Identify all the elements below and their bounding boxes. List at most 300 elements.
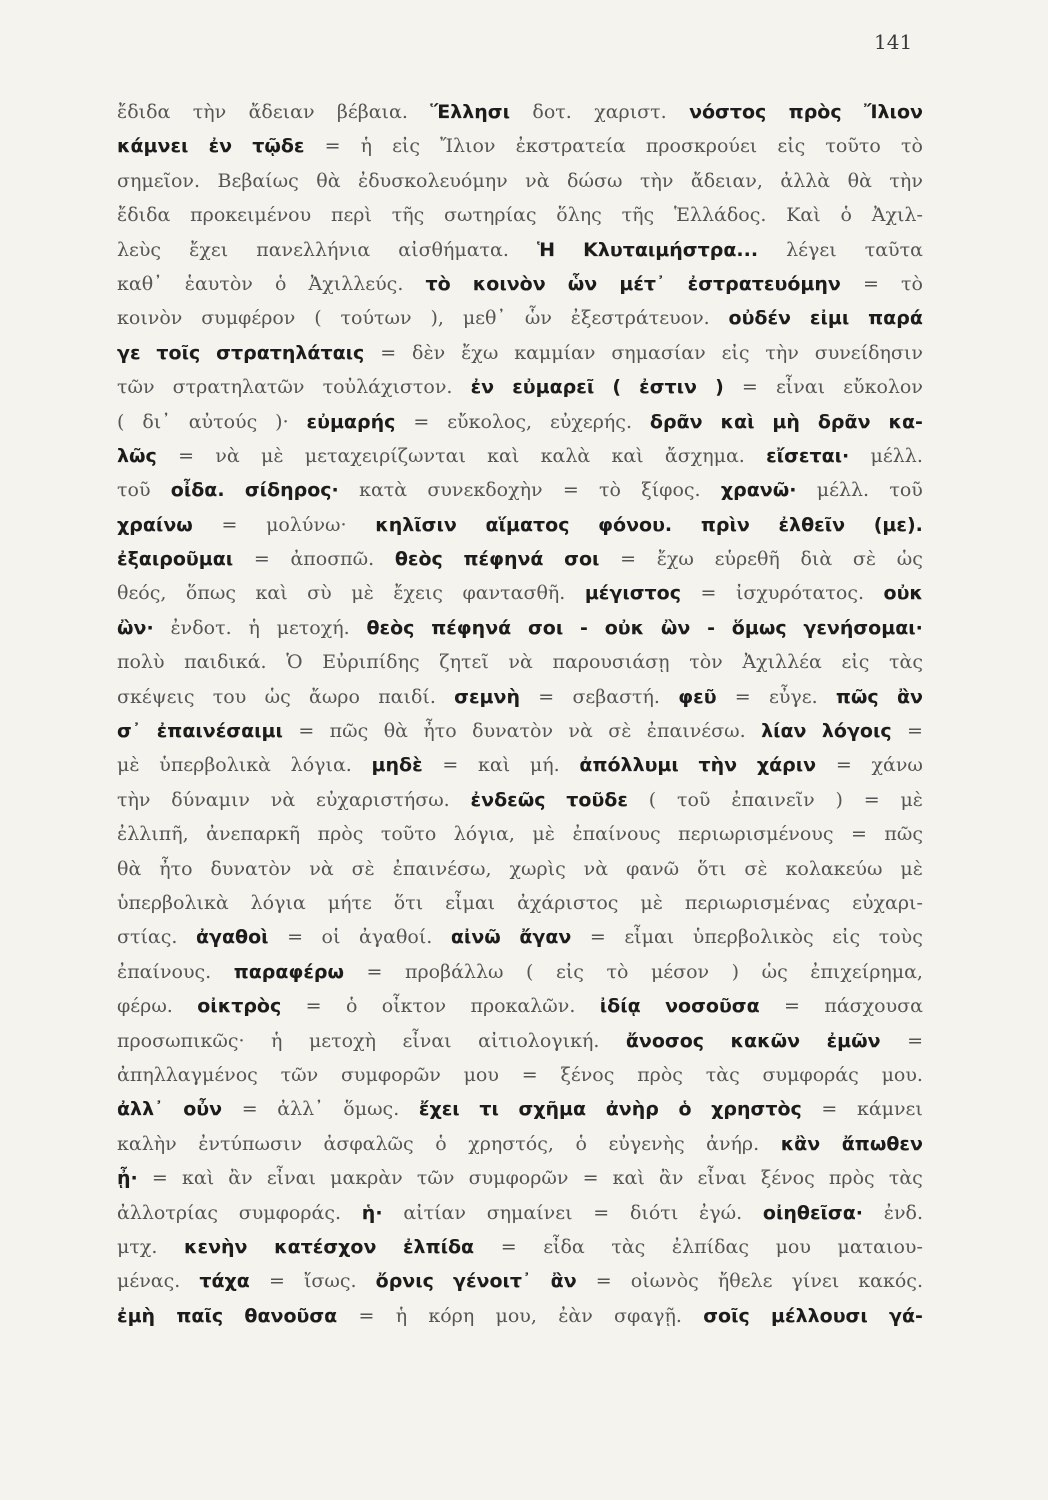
lemma-term: τὸ [425, 272, 451, 295]
gloss-text: μετοχή. [276, 616, 350, 639]
lemma-term: πῶς [835, 685, 879, 708]
lemma-term: δρᾶν [649, 410, 703, 433]
lemma-term: χραίνω [117, 513, 193, 536]
gloss-text: = [221, 513, 238, 536]
lemma-term: - [580, 616, 588, 639]
gloss-text: μή. [529, 754, 560, 777]
gloss-text: σὺ [307, 582, 332, 605]
gloss-text: = [366, 960, 383, 983]
gloss-text: τὴν [639, 169, 674, 192]
gloss-text: = [784, 995, 800, 1018]
lemma-term: κα- [888, 410, 923, 433]
gloss-text: μὲ [900, 857, 923, 880]
lemma-term: ἀγαθοὶ [195, 926, 269, 949]
gloss-text: προκειμένου [190, 204, 312, 227]
gloss-text: ξένος [760, 1167, 815, 1190]
gloss-text: ) [731, 960, 740, 983]
gloss-text: = [500, 1235, 517, 1258]
gloss-text: συμφορῶν [468, 1167, 569, 1190]
gloss-text: ὑπερβολικὰ [159, 754, 271, 777]
gloss-text: μου, [495, 1304, 537, 1327]
gloss-text: πρὸς [828, 1167, 875, 1190]
gloss-text: μακρὰν [330, 1167, 403, 1190]
gloss-text: ἐξεστράτευον. [570, 307, 710, 330]
lemma-term: οἰκτρὸς [197, 995, 282, 1018]
gloss-text: λεὺς [117, 238, 162, 261]
gloss-text: φαντασθῆ. [462, 582, 566, 605]
gloss-text: ἔδιδα [117, 204, 171, 227]
gloss-text: = [821, 1098, 838, 1121]
gloss-text: καμμίαν [514, 341, 596, 364]
gloss-text: τοῦ [676, 788, 711, 811]
gloss-text: ( [648, 788, 657, 811]
text-line [117, 1058, 923, 1092]
lemma-term: ἂν [896, 685, 923, 708]
gloss-text: τὰς [889, 651, 923, 674]
gloss-text: περιωρισμένας [684, 891, 831, 914]
gloss-text: = [835, 754, 852, 777]
gloss-text: ὅμως. [343, 1098, 400, 1121]
gloss-text: = [700, 582, 717, 605]
gloss-text: Βεβαίως [217, 169, 299, 192]
gloss-text: δώσω [567, 169, 623, 192]
gloss-text: τῶν [416, 1167, 455, 1190]
gloss-text: καθ᾽ [117, 272, 163, 295]
gloss-text: προσωπικῶς· [117, 1029, 245, 1052]
lemma-term: ) [715, 376, 724, 399]
gloss-text: ἀχάριστος [517, 891, 619, 914]
gloss-text: βέβαια. [336, 101, 408, 123]
lemma-term: μέγιστος [584, 582, 681, 605]
gloss-text: ἔχω [656, 548, 694, 571]
gloss-text: καλὰ [540, 444, 591, 467]
gloss-text: μένας. [117, 1270, 181, 1293]
gloss-text: δυνατὸν [210, 857, 292, 880]
gloss-text: ( [314, 307, 322, 330]
lemma-term: χρηστὸς [711, 1098, 802, 1121]
gloss-text: ), [430, 307, 444, 330]
gloss-text: καλὴν [117, 1132, 177, 1155]
lemma-term: οἰηθεῖσα· [762, 1201, 863, 1224]
lemma-term: οὐκ [883, 582, 923, 605]
lemma-term: μὴ [772, 410, 800, 433]
gloss-text: καὶ [612, 1167, 645, 1190]
gloss-text: φέρω. [117, 995, 173, 1018]
gloss-text: μου [775, 1235, 811, 1258]
lemma-term: δρᾶν [817, 410, 871, 433]
gloss-text: Ἀχιλλέα [742, 651, 822, 674]
page-number: 141 [874, 30, 913, 54]
gloss-text: ὅτι [393, 891, 424, 914]
gloss-text: ἐνδοτ. [170, 616, 232, 639]
text-line [117, 370, 923, 404]
lemma-term: σίδηρος· [244, 479, 339, 502]
gloss-text: ἑαυτὸν [184, 272, 253, 295]
gloss-text: ἀλλὰ [780, 169, 831, 192]
gloss-text: ἔχεις [393, 582, 443, 605]
gloss-text: νὰ [270, 788, 296, 811]
gloss-text: συμφέρον [201, 307, 296, 330]
gloss-text: καὶ [255, 582, 288, 605]
gloss-text: συμφοράς. [238, 1201, 342, 1224]
gloss-text: σκέψεις [117, 685, 195, 708]
lemma-term: ἐλπίδα [402, 1235, 475, 1258]
gloss-text: εὐχαριστήσω. [316, 788, 450, 811]
lemma-term: πέφηνά [463, 548, 544, 571]
gloss-text: καὶ [181, 1167, 215, 1190]
lemma-term: γά- [889, 1304, 923, 1327]
gloss-text: ἄσχημα. [664, 444, 745, 467]
gloss-text: μέλλ. [870, 444, 923, 467]
lemma-term: ( [612, 376, 622, 399]
lemma-term: ἀλλ᾽ [117, 1098, 164, 1121]
gloss-text: μου [463, 1063, 499, 1086]
text-line [117, 989, 923, 1023]
gloss-text: ἐδυσκολευόμην [358, 169, 508, 192]
gloss-text: τοῦτο [825, 135, 881, 158]
lemma-term: καὶ [720, 410, 755, 433]
gloss-text: = [442, 754, 459, 777]
gloss-text: ἀλλοτρίας [117, 1201, 218, 1224]
lemma-term: οὖν [183, 1098, 223, 1121]
gloss-text: μετοχὴ [308, 1029, 376, 1052]
lemma-term: ἐν [470, 376, 495, 399]
gloss-text: ἄωρο [308, 685, 360, 708]
text-line [117, 817, 923, 851]
text-line [117, 233, 923, 267]
gloss-text: ὑπερβολικὰ [117, 891, 229, 914]
gloss-text: προσκρούει [645, 135, 758, 158]
gloss-text: τὸ [900, 135, 923, 158]
gloss-text: νὰ [309, 857, 334, 880]
gloss-text: χαριστ. [594, 101, 667, 123]
text-line [117, 645, 923, 679]
gloss-text: νὰ [508, 651, 533, 674]
gloss-text: αἰτίαν [403, 1201, 466, 1224]
gloss-text: μέσον [650, 960, 710, 983]
lemma-term: γένοιτ᾽ [453, 1270, 532, 1293]
lemma-term: θανοῦσα [244, 1304, 338, 1327]
gloss-text: = [298, 720, 315, 743]
text-line [117, 955, 923, 989]
gloss-text: κόρη [428, 1304, 475, 1327]
lemma-term: ὢν· [117, 616, 154, 639]
lemma-term: οὐκ [604, 616, 645, 639]
gloss-text: τῶν [117, 376, 155, 399]
gloss-text: εἰς [392, 135, 420, 158]
text-line [117, 783, 923, 817]
gloss-text: ἐκστρατεία [515, 135, 626, 158]
lemma-term: ὁ [678, 1098, 692, 1121]
gloss-text: ὁ [840, 204, 852, 227]
text-line [117, 1127, 923, 1161]
gloss-text: ἡ [395, 1304, 408, 1327]
gloss-text: κάμνει [856, 1098, 923, 1121]
gloss-text: τοὺς [878, 926, 923, 949]
gloss-text: ἐνδ. [883, 1201, 923, 1224]
lemma-term: παρά [868, 307, 923, 330]
gloss-text: = [620, 548, 637, 571]
gloss-text: μου. [881, 1063, 923, 1086]
lemma-term: ἐν [208, 135, 233, 158]
lemma-term: θεὸς [394, 548, 443, 571]
gloss-text: δυνατὸν [472, 720, 554, 743]
gloss-text: γίνει [791, 1270, 840, 1293]
lemma-term: ἐνδεῶς [470, 788, 546, 811]
lemma-term: σοῖς [703, 1304, 750, 1327]
text-line [117, 1024, 923, 1058]
gloss-text: τὸν [689, 651, 723, 674]
text-line [117, 1161, 923, 1195]
gloss-text: ὁ [345, 995, 358, 1018]
lemma-term: νόστος [689, 101, 767, 123]
lemma-term: κἂν [780, 1132, 821, 1155]
gloss-text: = [178, 444, 195, 467]
gloss-text: = [324, 135, 341, 158]
gloss-text: ἀνήρ. [706, 1132, 760, 1155]
gloss-text: = [241, 1098, 258, 1121]
gloss-text: εἶναι [775, 376, 826, 399]
gloss-text: ἐπαίνους [572, 823, 661, 846]
gloss-text: ὧν [524, 307, 552, 330]
gloss-text: εἰς [721, 341, 750, 364]
text-line [117, 1264, 923, 1298]
lemma-term: Ἕλλησι [430, 101, 511, 123]
gloss-text: ἂν [228, 1167, 253, 1190]
lemma-term: εἰμι [809, 307, 850, 330]
gloss-text: κακός. [858, 1270, 923, 1293]
lemma-term: σ᾽ [117, 720, 142, 743]
gloss-text: τοῦτο [380, 823, 437, 846]
gloss-text: μολύνω· [266, 513, 347, 536]
gloss-text: Ὁ [286, 651, 303, 674]
gloss-text: μὲ [351, 582, 374, 605]
gloss-text: θὰ [383, 720, 408, 743]
lemma-term: κενὴν [184, 1235, 248, 1258]
gloss-text: εἶναι [402, 1029, 452, 1052]
gloss-text: μτχ. [117, 1235, 158, 1258]
text-line [117, 1092, 923, 1126]
gloss-text: ἐπιχείρημα, [810, 960, 923, 983]
lemma-term: ἂν [550, 1270, 577, 1293]
gloss-text: πῶς [884, 823, 923, 846]
gloss-text: θὰ [117, 857, 142, 880]
gloss-text: ἄδειαν [248, 101, 315, 123]
gloss-text: ἀπηλλαγμένος [117, 1063, 258, 1086]
gloss-text: ὅτι [697, 857, 727, 880]
gloss-text: Ἴλιον [440, 135, 496, 158]
gloss-text: εἰς [777, 135, 806, 158]
gloss-text: εἶδα [543, 1235, 585, 1258]
gloss-text: καὶ [487, 444, 520, 467]
gloss-text: στρατηλατῶν [172, 376, 305, 399]
gloss-text: ἐπαινέσω. [646, 720, 746, 743]
lemma-term: Ἡ [537, 238, 556, 261]
gloss-text: κοινὸν [117, 307, 183, 330]
gloss-text: οἰωνὸς [630, 1270, 699, 1293]
lemma-term: φόνου. [598, 513, 673, 536]
gloss-text: δύναμιν [171, 788, 250, 811]
gloss-text: λόγια, [453, 823, 515, 846]
text-line [117, 508, 923, 542]
text-line [117, 301, 923, 335]
gloss-text: τοῦ [117, 479, 151, 502]
text-line [117, 542, 923, 576]
gloss-text: ἂν [658, 1167, 684, 1190]
gloss-text: νὰ [215, 444, 240, 467]
gloss-text: οἱ [321, 926, 341, 949]
gloss-text: ἀποσπῶ. [290, 548, 375, 571]
lemma-term: ἐξαιροῦμαι [117, 548, 234, 571]
gloss-text: )· [275, 410, 289, 433]
lemma-term: εἴσεται· [766, 444, 850, 467]
gloss-text: κολακεύω [785, 857, 883, 880]
gloss-text: Ἀχιλλεύς. [308, 272, 404, 295]
gloss-text: = [413, 410, 430, 433]
gloss-text: δὲν [412, 341, 446, 364]
gloss-text: διὰ [800, 548, 833, 571]
lemma-term: ἄπωθεν [841, 1132, 923, 1155]
gloss-text: σημαίνει [486, 1201, 573, 1224]
lemma-term: ἐστιν [639, 376, 697, 399]
lemma-term: κηλῖσιν [375, 513, 457, 536]
gloss-text: εὑρεθῆ [714, 548, 780, 571]
gloss-text: κατὰ [359, 479, 408, 502]
text-line [117, 1299, 923, 1333]
text-line [117, 198, 923, 232]
lemma-term: τῷδε [252, 135, 305, 158]
gloss-text: εὖγε. [768, 685, 818, 708]
gloss-text: ἰσχυρότατος. [735, 582, 865, 605]
gloss-text: Εὐριπίδης [322, 651, 420, 674]
gloss-text: τὸ [599, 479, 621, 502]
gloss-text: θεός, [117, 582, 167, 605]
lemma-term: οὐδέν [728, 307, 792, 330]
gloss-text: σωτηρίας [444, 204, 537, 227]
gloss-text: ὡς [761, 960, 788, 983]
gloss-text: θὰ [316, 169, 341, 192]
gloss-text: ὡς [264, 685, 291, 708]
gloss-text: μέλλ. [816, 479, 870, 502]
gloss-text: ζητεῖ [439, 651, 489, 674]
lemma-term: ἄγαν [519, 926, 572, 949]
gloss-text: λόγια [250, 891, 306, 914]
gloss-text: εἰς [555, 960, 584, 983]
lemma-term: εὐμαρής [306, 410, 396, 433]
gloss-text: εὐγενὴς [608, 1132, 685, 1155]
lemma-term: ἐμὴ [117, 1304, 156, 1327]
lemma-term: παραφέρω [233, 960, 345, 983]
gloss-text: ἄδειαν, [690, 169, 763, 192]
lemma-term: σοι [564, 548, 600, 571]
lemma-term: στρατηλάταις [216, 341, 365, 364]
lemma-term: κακῶν [730, 1029, 801, 1052]
text-line [117, 714, 923, 748]
gloss-text: πρὸς [317, 823, 364, 846]
gloss-text: ἔχει [189, 238, 229, 261]
gloss-text: εἶμαι [624, 926, 675, 949]
gloss-text: = [593, 1201, 610, 1224]
gloss-text: δι᾽ [142, 410, 171, 433]
gloss-text: τὰς [705, 1063, 740, 1086]
gloss-text: μεθ᾽ [462, 307, 506, 330]
gloss-text: Ἑλλάδος. [673, 204, 767, 227]
gloss-text: = [268, 1270, 285, 1293]
gloss-text: ἐλλιπῆ, [117, 823, 189, 846]
gloss-text: ἡ [360, 135, 372, 158]
lemma-term: ὧν [567, 272, 598, 295]
gloss-text: μὲ [260, 444, 284, 467]
gloss-text: θὰ [847, 169, 872, 192]
gloss-text: παιδικά. [184, 651, 267, 674]
gloss-text: λέγει [786, 238, 837, 261]
lemma-term: μέτ᾽ [619, 272, 666, 295]
text-line [117, 576, 923, 610]
gloss-text: ἐπαίνους. [117, 960, 212, 983]
lemma-term: τι [479, 1098, 499, 1121]
gloss-text: εὔκολον [843, 376, 923, 399]
text-line [117, 267, 923, 301]
lemma-term: ᾖ· [117, 1167, 138, 1190]
gloss-text: σημασίαν [611, 341, 706, 364]
gloss-text: φανῶ [625, 857, 680, 880]
gloss-text: Καὶ [786, 204, 821, 227]
lemma-term: φεῦ [678, 685, 717, 708]
gloss-text: = [305, 995, 322, 1018]
lemma-term: ἡ· [361, 1201, 383, 1224]
gloss-text: τὴν [192, 101, 227, 123]
gloss-text: περὶ [330, 204, 372, 227]
gloss-text: εἶναι [266, 1167, 316, 1190]
gloss-text: = [907, 1029, 923, 1052]
gloss-text: λόγια. [290, 754, 352, 777]
text-line [117, 164, 923, 198]
gloss-text: τὸ [606, 960, 629, 983]
gloss-text: τούτων [340, 307, 412, 330]
text-line [117, 95, 923, 129]
lemma-term: πρὶν [700, 513, 750, 536]
gloss-text: Ἀχιλ- [871, 204, 923, 227]
lemma-term: λόγοις [821, 720, 892, 743]
gloss-text: = [538, 685, 555, 708]
text-line [117, 439, 923, 473]
gloss-text: = [734, 685, 751, 708]
gloss-text: τὴν [117, 788, 151, 811]
gloss-text: πρὸς [637, 1063, 683, 1086]
gloss-text: εὐχερής. [550, 410, 632, 433]
gloss-text: μὲ [532, 823, 555, 846]
lemma-term: πέφηνά [431, 616, 512, 639]
lemma-term: ἀνὴρ [605, 1098, 659, 1121]
gloss-text: τὴν [889, 169, 923, 192]
text-line [117, 336, 923, 370]
gloss-text: μεταχειρίζωνται [304, 444, 466, 467]
lemma-term: σεμνὴ [454, 685, 520, 708]
lemma-term: οἶδα. [170, 479, 225, 502]
lemma-term: Ἴλιον [864, 101, 923, 123]
gloss-text: τὰς [611, 1235, 646, 1258]
gloss-text: συμφορῶν [340, 1063, 441, 1086]
lemma-term: κάμνει [117, 135, 189, 158]
text-line [117, 1196, 923, 1230]
gloss-text: πῶς [329, 720, 369, 743]
lemma-term: κατέσχον [274, 1235, 377, 1258]
lemma-term: Κλυταιμήστρα... [583, 238, 759, 261]
lemma-term: τὴν [698, 754, 738, 777]
lemma-term: θεὸς [366, 616, 415, 639]
text-line [117, 748, 923, 782]
text-line [117, 680, 923, 714]
